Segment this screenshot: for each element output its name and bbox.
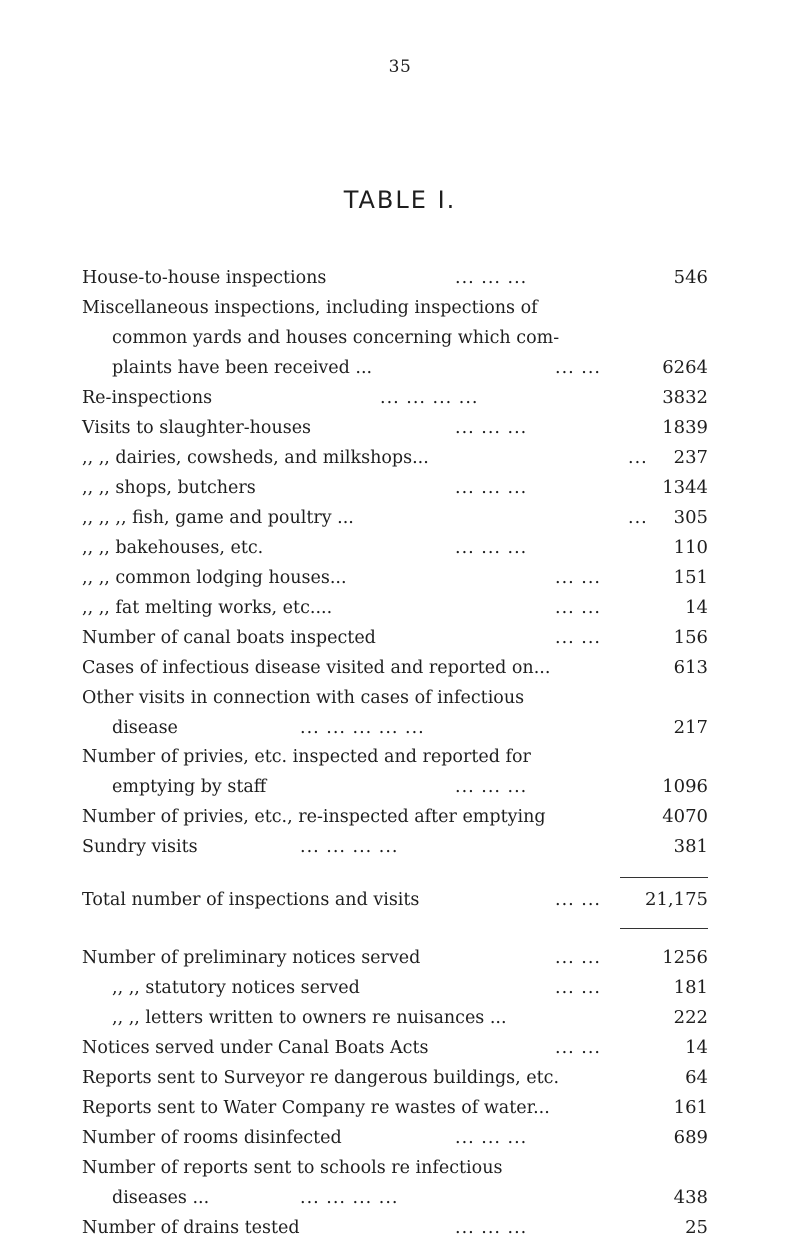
table-row: Number of reports sent to schools re infectious [82, 1157, 503, 1178]
table-row: ,, ,, fat melting works, etc.... ... ... 14 [82, 596, 708, 618]
table-row: Number of preliminary notices served ... ... 1256 [82, 947, 708, 968]
table-row: disease ... ... ... ... ... 217 [112, 716, 708, 738]
table-row: Notices served under Canal Boats Acts ... ... 14 [82, 1036, 708, 1058]
table-row: Number of drains tested ... ... ... 25 [82, 1216, 708, 1238]
table-row: Other visits in connection with cases of infectious [82, 687, 525, 708]
page-number: 35 [388, 57, 412, 77]
table-row: common yards and houses concerning which com- [112, 327, 560, 348]
table-row: ,, ,, shops, butchers ... ... ... 1344 [82, 476, 708, 498]
table-row: Reports sent to Surveyor re dangerous buildings, etc. 64 [82, 1066, 708, 1088]
table-row: ,, ,, bakehouses, etc. ... ... ... 110 [82, 536, 708, 558]
total-rule [620, 928, 708, 929]
table-row: Number of privies, etc., re-inspected after emptying 4070 [82, 806, 708, 828]
table-row: Re-inspections ... ... ... ... 3832 [82, 386, 708, 408]
table-row: ,, ,, letters written to owners re nuisances ... 222 [112, 1006, 708, 1028]
table-row: House-to-house inspections ... ... ... 546 [82, 267, 708, 288]
table-row: Cases of infectious disease visited and reported on... 613 [82, 656, 708, 678]
table-row: Visits to slaughter-houses ... ... ... 1839 [82, 416, 708, 438]
table-row: diseases ... ... ... ... ... 438 [112, 1186, 708, 1208]
table-row: Number of privies, etc. inspected and reported for [82, 747, 531, 768]
table-row: Sundry visits ... ... ... ... 381 [82, 836, 708, 858]
total-row: Total number of inspections and visits ... ... 21,175 [82, 889, 708, 911]
table-row: emptying by staff ... ... ... 1096 [112, 776, 708, 798]
table-row: Miscellaneous inspections, including inspections of [82, 298, 538, 318]
table-row: ,, ,, common lodging houses... ... ... 151 [82, 566, 708, 588]
table-row: Number of rooms disinfected ... ... ... 689 [82, 1126, 708, 1148]
table-row: ,, ,, statutory notices served ... ... 181 [112, 976, 708, 998]
table-title: TABLE I. [343, 186, 457, 214]
subtotal-rule [620, 877, 708, 878]
table-row: plaints have been received ... ... ... 6264 [112, 356, 708, 378]
table-row: Number of canal boats inspected ... ... 156 [82, 626, 708, 648]
table-row: ,, ,, ,, fish, game and poultry ... ... 305 [82, 506, 708, 528]
table-row: Reports sent to Water Company re wastes of water... 161 [82, 1096, 708, 1118]
table-row: ,, ,, dairies, cowsheds, and milkshops... ... 237 [82, 446, 708, 468]
